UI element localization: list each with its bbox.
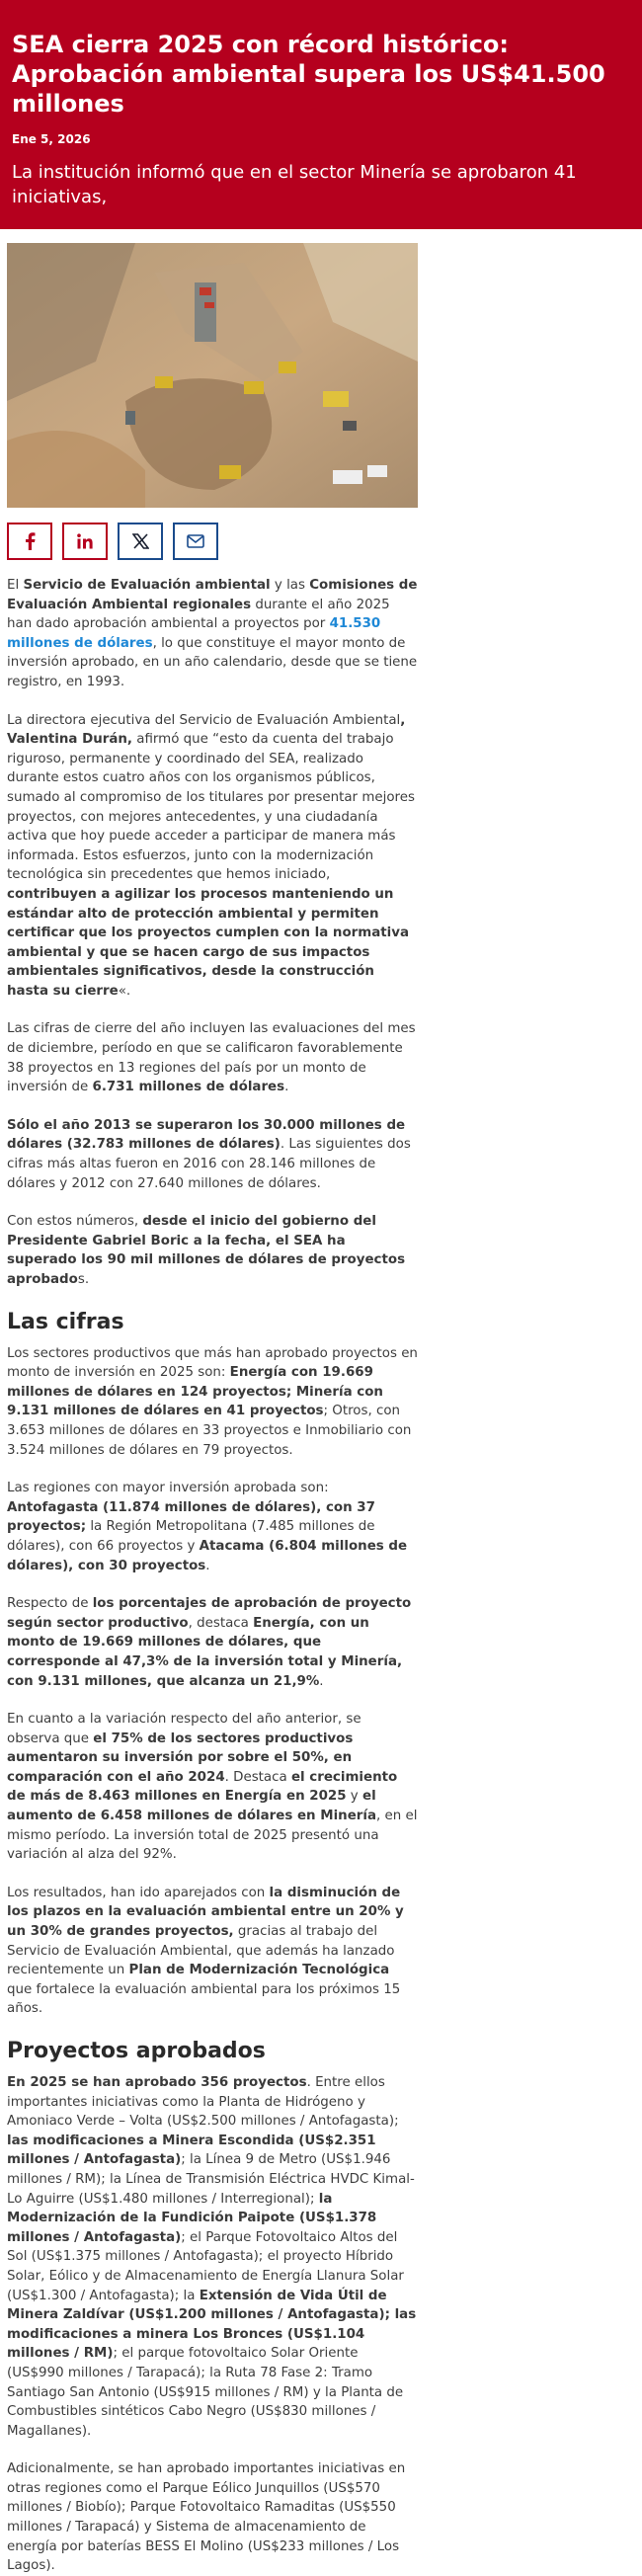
paragraph-9: En cuanto a la variación respecto del año anterior, se observa que el 75% de los sectores productivos aumentaron su inversión por sobre el 50%, en comparación con el año 2024. Destaca el crecimiento de más de 8.463 millones en Energía en 2025 y el aumento de 6.458 millones de dólares en Minería, en el mismo período. La inversión total de 2025 presentó una variación al alza del 92%. [7,1712,418,1863]
article-content [0,229,425,2576]
share-bar [7,523,418,560]
investment-link[interactable]: 41.530 millones de dólares [7,616,381,651]
paragraph-7: Las regiones con mayor inversión aprobada son: Antofagasta (11.874 millones de dólares), con 37 proyectos; la Región Metropolitana (7.485 millones de dólares), con 66 proyectos y Atacama (6.804 millones de dólares), con 30 proyectos. [7,1481,408,1573]
paragraph-8: Respecto de los porcentajes de aprobación de proyecto según sector productivo, destaca Energía, con un monto de 19.669 millones de dólares, que corresponde al 47,3% de la inversión total y Minería, con 9.131 millones, que alcanza un 21,9%. [7,1596,412,1689]
x-share-button[interactable] [118,523,163,560]
article-title: SEA cierra 2025 con récord histórico: Aprobación ambiental supera los US$41.500 millones [12,31,605,118]
paragraph-5: Con estos números, desde el inicio del gobierno del Presidente Gabriel Boric a la fecha, el SEA ha superado los 90 mil millones de dólares de proyectos aprobados. [7,1214,406,1287]
article-body [7,576,418,2576]
paragraph-11: En 2025 se han aprobado 356 proyectos. Entre ellos importantes iniciativas como la Planta de Hidrógeno y Amoniaco Verde – Volta (US$2.500 millones / Antofagasta); las modificaciones a Minera Escondida (US$2.351 millones / Antofagasta); la Línea 9 de Metro (US$1.946 millones / RM); la Línea de Transmisión Eléctrica HVDC Kimal-Lo Aguirre (US$1.480 millones / Interregional); la Modernización de la Fundición Paipote (US$1.378 millones / Antofagasta); el Parque Fotovoltaico Altos del Sol (US$1.375 millones / Antofagasta); el proyecto Híbrido Solar, Eólico y de Almacenamiento de Energía Llanura Solar (US$1.300 / Antofagasta); la Extensión de Vida Útil de Minera Zaldívar (US$1.200 millones / Antofagasta); las modificaciones a minera Los Bronces (US$1.104 millones / RM); el parque fotovoltaico Solar Oriente (US$990 millones / Tarapacá); la Ruta 78 Fase 2: Tramo Santiago San Antonio (US$915 millones / RM) y la Planta de Combustibles sintéticos Cabo Negro (US$830 millones / Magallanes). [7,2075,417,2439]
paragraph-12: Adicionalmente, se han aprobado importantes iniciativas en otras regiones como el Parque Eólico Junquillos (US$570 millones / Biobío); Parque Fotovoltaico Ramaditas (US$550 millones / Tarapacá) y Sistema de almacenamiento de energía por baterías BESS El Molino (US$233 millones / Los Lagos). [7,2461,406,2574]
paragraph-2: La directora ejecutiva del Servicio de Evaluación Ambiental, Valentina Durán, afirmó que “esto da cuenta del trabajo riguroso, permanente y coordinado del SEA, realizado durante estos cuatro años con los organismos públicos, sumado al compromiso de los titulares por presentar mejores proyectos, con mejores antecedentes, y una ciudadanía activa que hoy puede acceder a participar de manera más informada. Estos esfuerzos, junto con la modernización tecnológica sin precedentes que hemos iniciado, contribuyen a agilizar los procesos manteniendo un estándar alto de protección ambiental y permiten certificar que los proyectos cumplen con la normativa ambiental y que se hacen cargo de sus impactos ambientales significativos, desde la construcción hasta su cierre«. [7,712,415,999]
article-header [0,0,642,229]
paragraph-4: Sólo el año 2013 se superaron los 30.000 millones de dólares (32.783 millones de dólares). Las siguientes dos cifras más altas fueron en 2016 con 28.146 millones de dólares y 2012 con 27.640 millones de dólares. [7,1117,411,1191]
email-share-button[interactable] [173,523,218,560]
linkedin-icon [77,533,93,549]
mining-site-photo [7,243,418,508]
mail-icon [187,534,204,548]
paragraph-6: Los sectores productivos que más han aprobado proyectos en monto de inversión en 2025 son: Energía con 19.669 millones de dólares en 124 proyectos; Minería con 9.131 millones de dólares en 41 proyectos; Otros, con 3.653 millones de dólares en 33 proyectos e Inmobiliario con 3.524 millones de dólares en 79 proyectos. [7,1345,418,1458]
article-date: Ene 5, 2026 [12,132,91,146]
paragraph-1: El Servicio de Evaluación ambiental y las Comisiones de Evaluación Ambiental regionales durante el año 2025 han dado aprobación ambiental a proyectos por 41.530 millones de dólares, lo que constituye el mayor monto de inversión aprobado, en un año calendario, desde que se tiene registro, en 1993. [7,578,418,689]
facebook-share-button[interactable] [7,523,52,560]
paragraph-3: Las cifras de cierre del año incluyen las evaluaciones del mes de diciembre, período en que se calificaron favorablemente 38 proyectos en 13 regiones del país por un monto de inversión de 6.731 millones de dólares. [7,1021,416,1095]
section-heading-proyectos: Proyectos aprobados [7,2039,266,2063]
linkedin-share-button[interactable] [62,523,108,560]
facebook-icon [23,532,37,550]
article-lead: La institución informó que en el sector Minería se aprobaron 41 iniciativas, [12,162,577,207]
paragraph-10: Los resultados, han ido aparejados con la disminución de los plazos en la evaluación ambiental entre un 20% y un 30% de grandes proyectos, gracias al trabajo del Servicio de Evaluación Ambiental, que además ha lanzado recientemente un Plan de Modernización Tecnológica que fortalece la evaluación ambiental para los próximos 15 años. [7,1885,404,2017]
section-heading-cifras: Las cifras [7,1309,124,1334]
x-icon [132,533,149,549]
